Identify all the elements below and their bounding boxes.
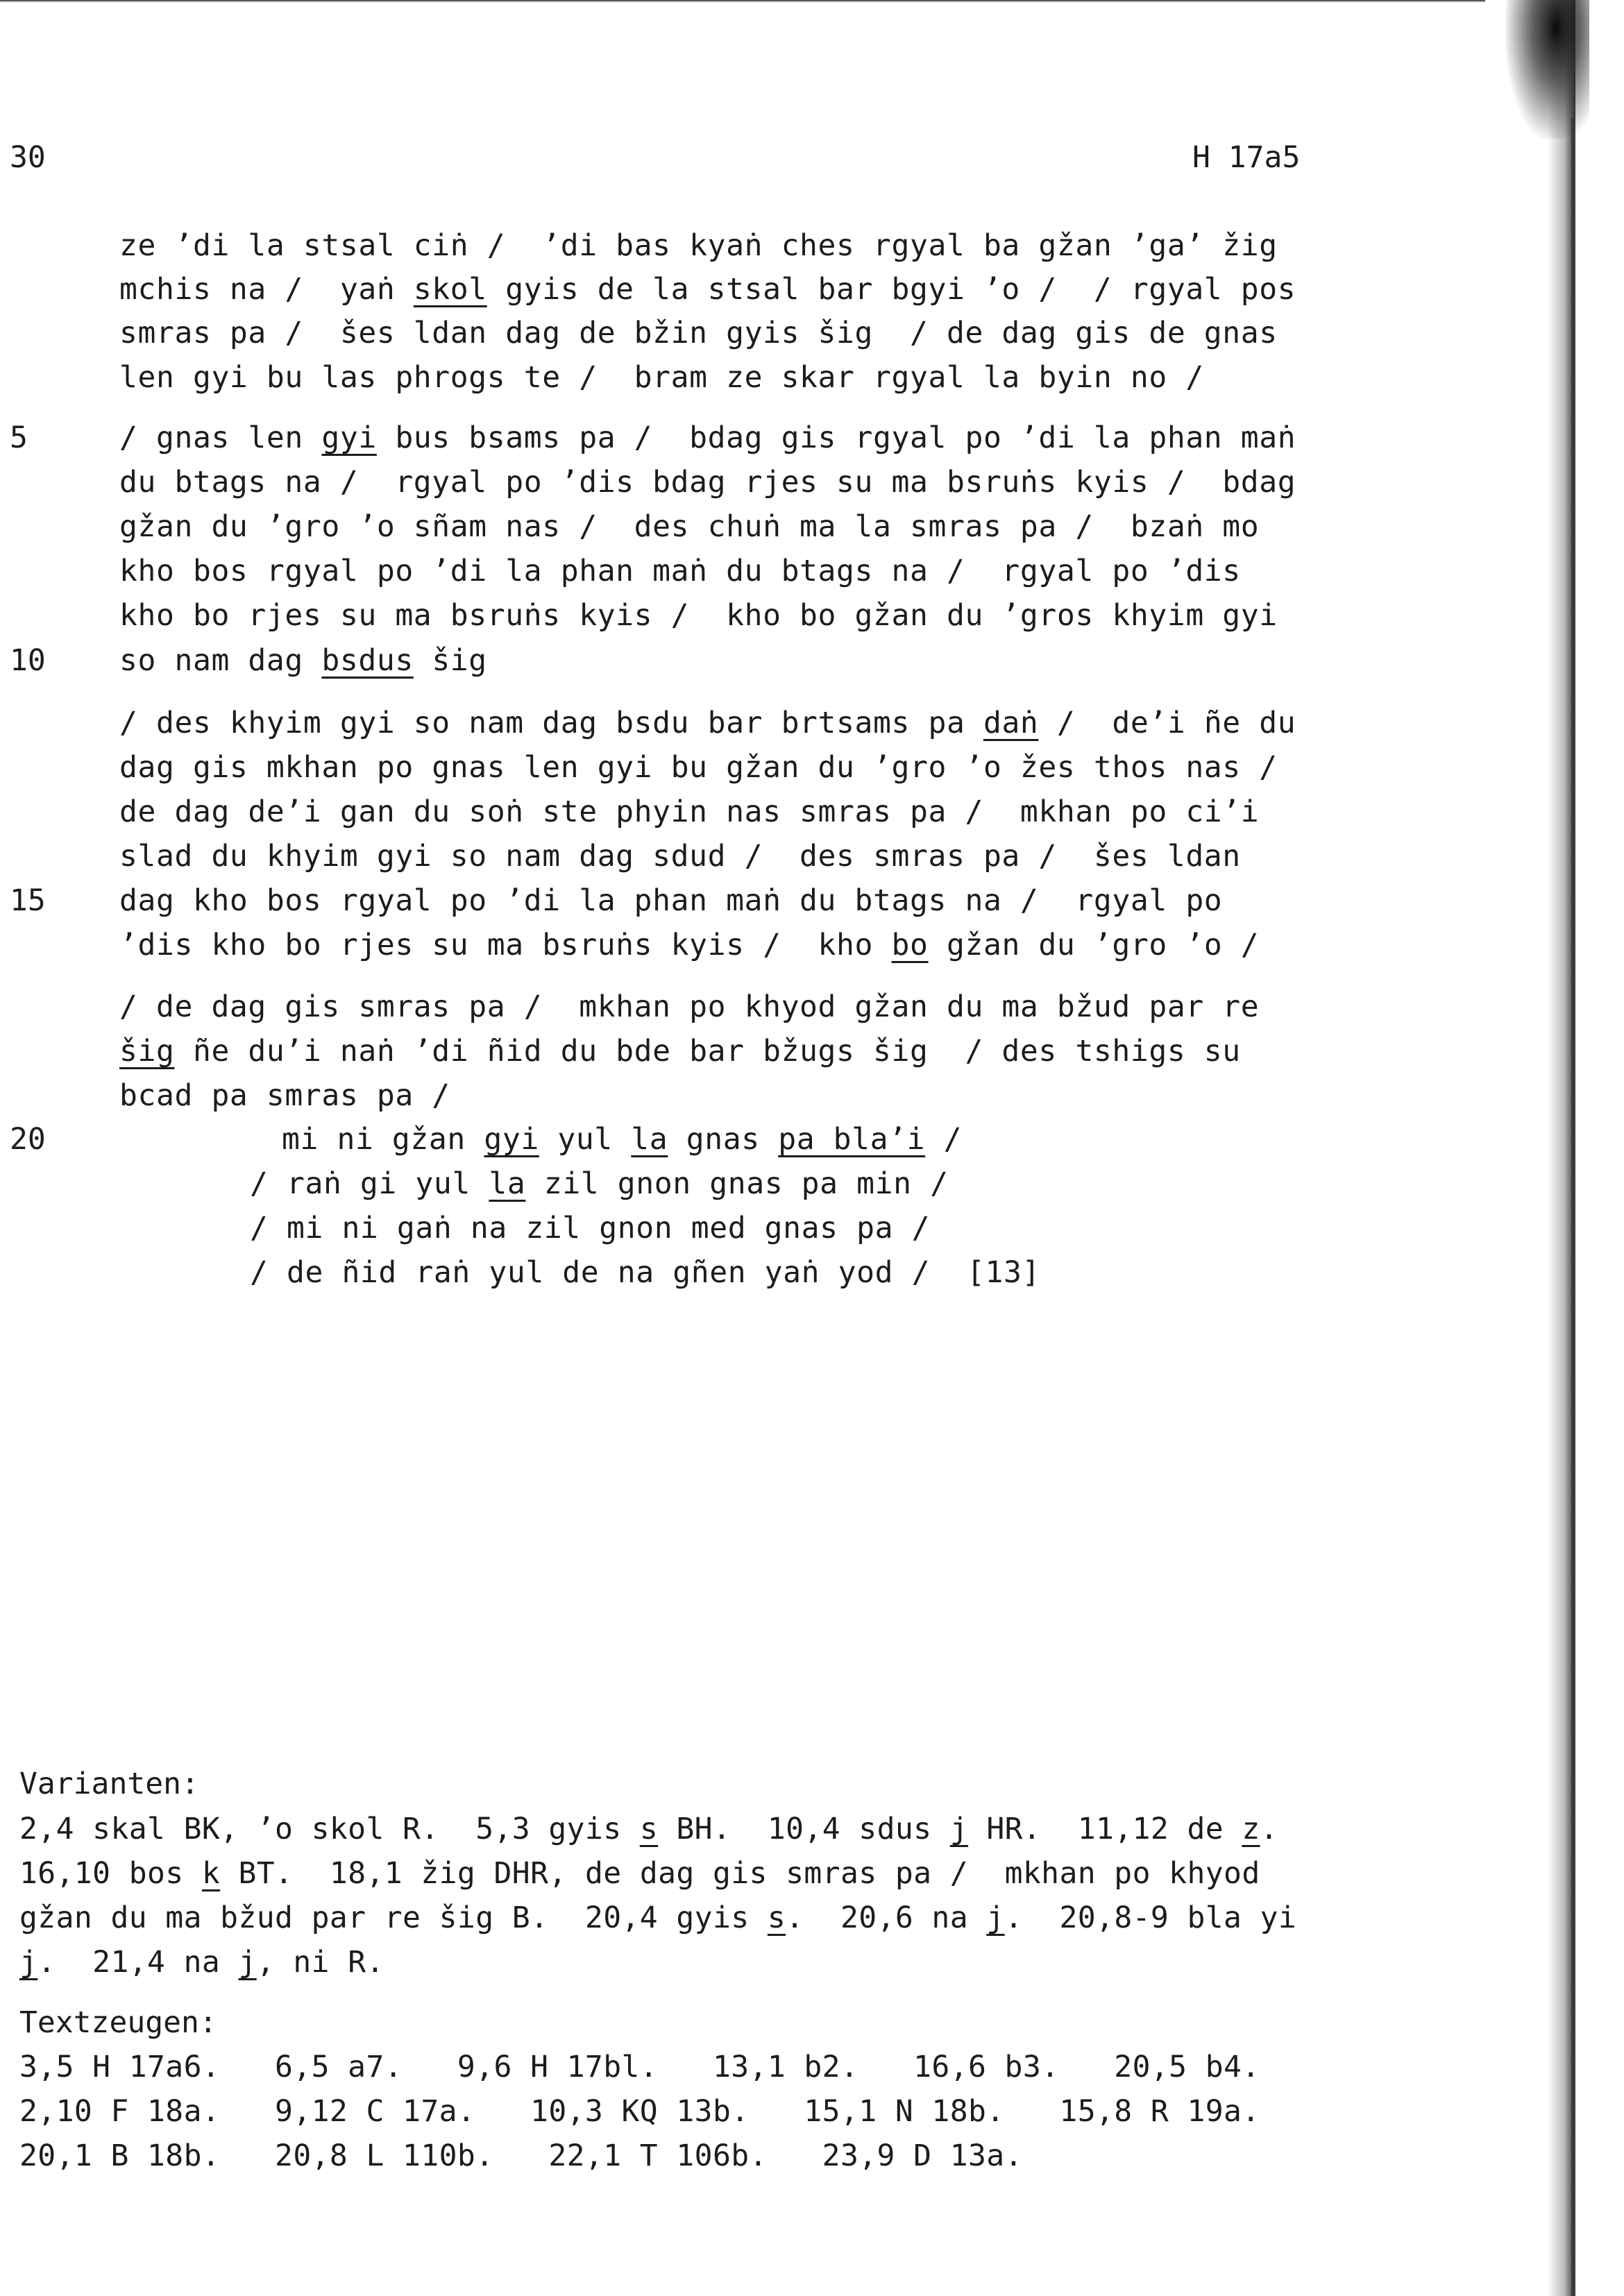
- text-segment: ’dis kho bo rjes su ma bsruṅs kyis / kho: [119, 928, 892, 962]
- text-segment: bus bsams pa / bdag gis rgyal po ’di la phan maṅ: [376, 420, 1296, 455]
- text-segment: gžan du ’gro ’o sñam nas / des chuṅ ma la smras pa / bzaṅ mo: [119, 509, 1260, 544]
- witness-line-2: 2,10 F 18a. 9,12 C 17a. 10,3 KQ 13b. 15,1 N 18b. 15,8 R 19a.: [19, 2094, 1260, 2129]
- text-line-4: [119, 361, 1204, 394]
- line-number-5: 5: [10, 420, 28, 455]
- text-line-2: [119, 273, 1296, 306]
- underlined-siglum: s: [639, 1812, 659, 1846]
- text-line-5: [119, 421, 1296, 454]
- text-segment: yul: [539, 1122, 632, 1157]
- text-segment: . 20,6 na: [786, 1900, 987, 1935]
- underlined-siglum: j: [19, 1945, 38, 1980]
- varianten-heading: Varianten:: [19, 1767, 199, 1801]
- line-number-10: 10: [10, 643, 46, 678]
- underlined-siglum: j: [986, 1900, 1005, 1935]
- text-segment: dag kho bos rgyal po ’di la phan maṅ du btags na / rgyal po: [119, 883, 1223, 918]
- variant-line-3: [19, 1901, 1296, 1934]
- text-segment: šig: [413, 643, 487, 678]
- text-segment: du btags na / rgyal po ’dis bdag rjes su ma bsruṅs kyis / bdag: [119, 465, 1296, 500]
- text-line-15: [119, 884, 1222, 917]
- text-segment: de dag de’i gan du soṅ ste phyin nas smras pa / mkhan po ci’i: [119, 794, 1260, 829]
- underlined-siglum: j: [238, 1945, 257, 1980]
- text-line-11: [119, 706, 1296, 740]
- underlined-word: bo: [891, 928, 929, 962]
- verse-line-3: [250, 1211, 930, 1245]
- text-line-8: [119, 554, 1241, 588]
- text-segment: / de dag gis smras pa / mkhan po khyod gžan du ma bžud par re: [119, 989, 1260, 1024]
- text-line-17: [119, 990, 1259, 1023]
- underlined-word: pa bla’i: [778, 1122, 926, 1157]
- textzeugen-heading: Textzeugen:: [19, 2005, 217, 2040]
- text-line-10: [119, 644, 487, 677]
- text-segment: zil gnon gnas pa min /: [525, 1166, 949, 1201]
- text-segment: slad du khyim gyi so nam dag sdud / des smras pa / šes ldan: [119, 839, 1241, 874]
- underlined-word: daṅ: [983, 706, 1039, 740]
- text-segment: gžan du ’gro ’o /: [928, 928, 1260, 962]
- text-segment: . 21,4 na: [37, 1945, 239, 1980]
- underlined-siglum: s: [767, 1900, 786, 1935]
- underlined-word: šig: [119, 1034, 175, 1069]
- binding-edge-line: [1571, 118, 1574, 2296]
- underlined-word: la: [631, 1122, 668, 1157]
- text-line-6: [119, 466, 1296, 499]
- text-segment: BT. 18,1 žig DHR, de dag gis smras pa / mkhan po khyod: [220, 1856, 1260, 1891]
- text-segment: 2,4 skal BK, ’o skol R. 5,3 gyis: [19, 1812, 640, 1846]
- text-segment: gnas: [668, 1122, 779, 1157]
- text-line-12: [119, 751, 1278, 784]
- text-segment: / de ñid raṅ yul de na gñen yaṅ yod / [13]: [250, 1255, 1040, 1290]
- text-segment: / de’i ñe du: [1038, 706, 1296, 740]
- text-line-18: [119, 1035, 1241, 1068]
- verse-line-2: [250, 1167, 949, 1200]
- text-segment: .: [1260, 1812, 1278, 1846]
- verse-line-1: [282, 1123, 962, 1156]
- text-segment: / raṅ gi yul: [250, 1166, 489, 1201]
- scan-binding-shadow: [1478, 0, 1624, 2296]
- text-line-9: [119, 599, 1278, 632]
- text-segment: HR. 11,12 de: [968, 1812, 1242, 1846]
- text-segment: len gyi bu las phrogs te / bram ze skar rgyal la byin no /: [119, 360, 1204, 395]
- text-segment: /: [925, 1122, 963, 1157]
- variant-line-1: [19, 1812, 1278, 1846]
- text-line-14: [119, 840, 1241, 873]
- line-number-20: 20: [10, 1122, 46, 1157]
- text-segment: gžan du ma bžud par re šig B. 20,4 gyis: [19, 1900, 768, 1935]
- text-line-1: [119, 229, 1278, 262]
- text-segment: so nam dag: [119, 643, 322, 678]
- binding-blot: [1506, 0, 1589, 139]
- underlined-siglum: k: [201, 1856, 221, 1891]
- text-segment: 16,10 bos: [19, 1856, 202, 1891]
- text-segment: , ni R.: [256, 1945, 384, 1980]
- text-segment: mchis na / yaṅ: [119, 272, 414, 307]
- manuscript-reference: H 17a5: [1192, 140, 1301, 175]
- text-segment: kho bos rgyal po ’di la phan maṅ du btags na / rgyal po ’dis: [119, 554, 1241, 588]
- underlined-word: gyi: [321, 420, 377, 455]
- text-line-16: [119, 928, 1259, 962]
- text-segment: ñe du’i naṅ ’di ñid du bde bar bžugs šig / des tshigs su: [174, 1034, 1241, 1069]
- text-segment: mi ni gžan: [282, 1122, 484, 1157]
- text-segment: bcad pa smras pa /: [119, 1078, 450, 1113]
- line-number-15: 15: [10, 883, 46, 918]
- text-segment: . 20,8-9 bla yi: [1004, 1900, 1297, 1935]
- underlined-word: skol: [413, 272, 487, 307]
- variant-line-2: [19, 1857, 1260, 1890]
- witness-line-1: 3,5 H 17a6. 6,5 a7. 9,6 H 17bl. 13,1 b2. 16,6 b3. 20,5 b4.: [19, 2050, 1260, 2084]
- text-line-13: [119, 795, 1259, 828]
- underlined-word: bsdus: [321, 643, 414, 678]
- text-line-7: [119, 510, 1259, 543]
- text-line-19: [119, 1079, 450, 1112]
- witness-line-3: 20,1 B 18b. 20,8 L 110b. 22,1 T 106b. 23,9 D 13a.: [19, 2138, 1023, 2173]
- text-segment: kho bo rjes su ma bsruṅs kyis / kho bo gžan du ’gros khyim gyi: [119, 598, 1278, 633]
- page-top-edge: [0, 0, 1485, 6]
- underlined-siglum: j: [949, 1812, 969, 1846]
- text-segment: / gnas len: [119, 420, 322, 455]
- text-segment: smras pa / šes ldan dag de bžin gyis šig / de dag gis de gnas: [119, 316, 1278, 350]
- underlined-siglum: z: [1242, 1812, 1260, 1846]
- text-segment: ze ’di la stsal ciṅ / ’di bas kyaṅ ches rgyal ba gžan ’ga’ žig: [119, 228, 1278, 263]
- variant-line-4: [19, 1946, 384, 1979]
- verse-line-4: [250, 1256, 1040, 1289]
- text-segment: BH. 10,4 sdus: [658, 1812, 950, 1846]
- underlined-word: la: [489, 1166, 526, 1201]
- text-segment: / des khyim gyi so nam dag bsdu bar brtsams pa: [119, 706, 983, 740]
- text-segment: / mi ni gaṅ na zil gnon med gnas pa /: [250, 1211, 931, 1245]
- text-segment: dag gis mkhan po gnas len gyi bu gžan du ’gro ’o žes thos nas /: [119, 750, 1278, 785]
- text-line-3: [119, 316, 1278, 350]
- text-segment: gyis de la stsal bar bgyi ’o / / rgyal pos: [487, 272, 1296, 307]
- page-number: 30: [10, 140, 46, 175]
- underlined-word: gyi: [484, 1122, 539, 1157]
